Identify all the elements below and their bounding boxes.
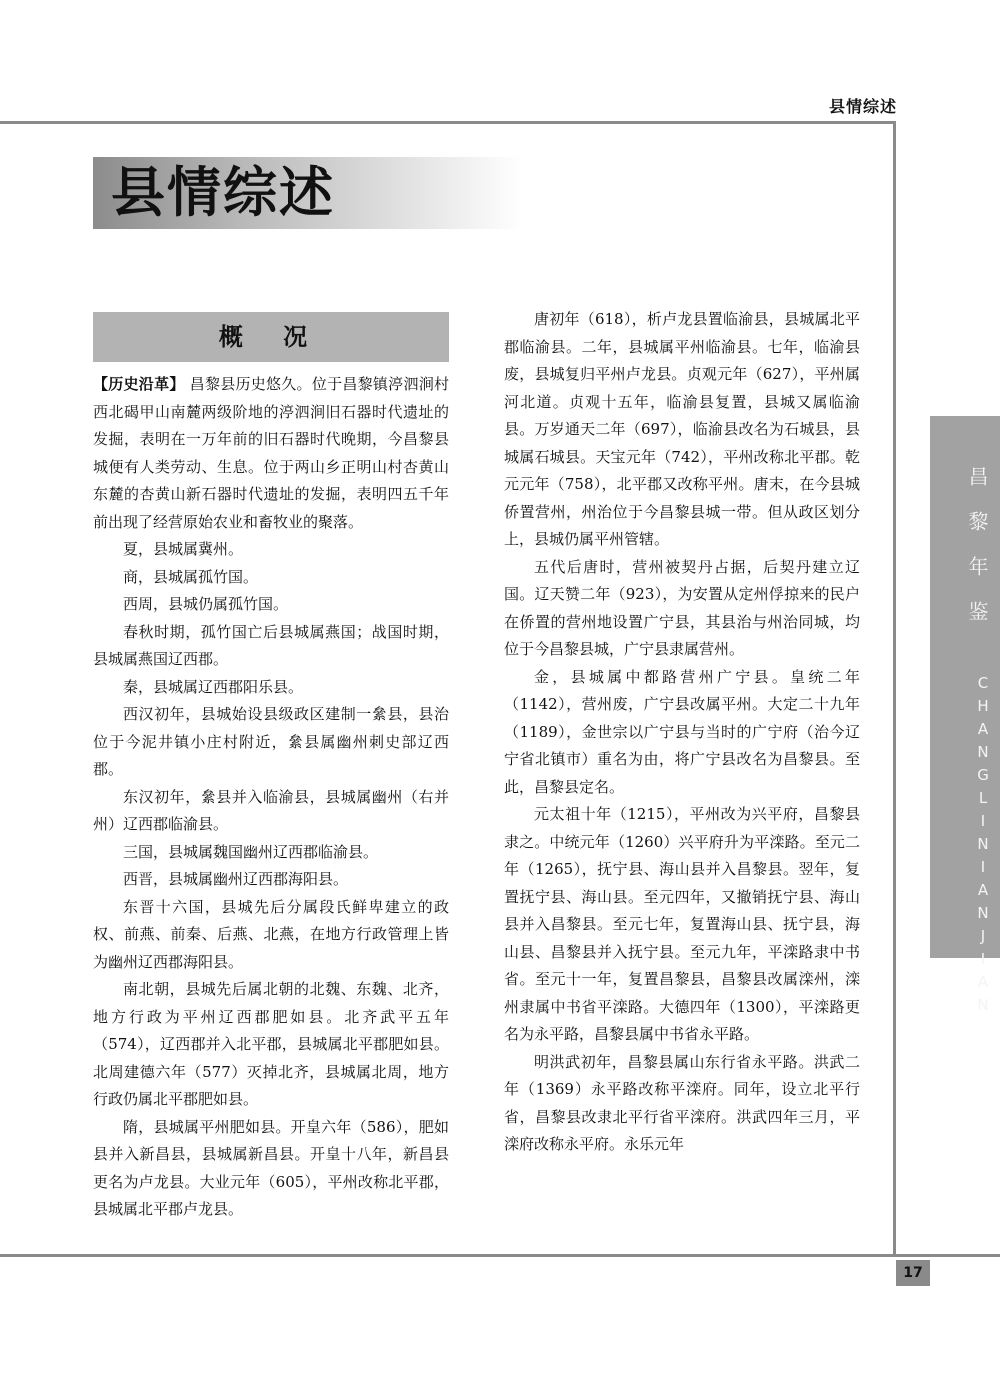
left-column bbox=[93, 371, 449, 1224]
side-tab-en-title: CHANGLINIANJIAN bbox=[974, 674, 992, 1019]
section-title: 概 况 bbox=[93, 312, 449, 362]
page-number: 17 bbox=[896, 1260, 930, 1286]
paragraph: 西汉初年，县城始设县级政区建制一絫县，县治位于今泥井镇小庄村附近，絫县属幽州刺史部辽西郡。 bbox=[93, 705, 449, 778]
section-tag: 【历史沿革】 bbox=[93, 375, 185, 393]
frame-bottom-rule bbox=[0, 1254, 1000, 1257]
paragraph: 春秋时期，孤竹国亡后县城属燕国；战国时期，县城属燕国辽西郡。 bbox=[93, 622, 449, 668]
paragraph: 商，县城属孤竹国。 bbox=[123, 567, 259, 586]
right-column bbox=[504, 306, 860, 1159]
paragraph: 五代后唐时，营州被契丹占据，后契丹建立辽国。辽天赞二年（923），为安置从定州俘掠来的民户在侨置的营州地设置广宁县，其县治与州治同城，均位于今昌黎县城，广宁县隶属营州。 bbox=[504, 557, 860, 658]
paragraph-text: 昌黎县历史悠久。位于昌黎镇渟泗涧村西北碣甲山南麓两级阶地的渟泗涧旧石器时代遗址的发掘，表明在一万年前的旧石器时代晚期，今昌黎县城便有人类劳动、生息。位于两山乡正明山村杏黄山东麓的杏黄山新石器时代遗址的发掘，表明四五千年前出现了经营原始农业和畜牧业的聚落。 bbox=[93, 375, 449, 531]
paragraph: 元太祖十年（1215），平州改为兴平府，昌黎县隶之。中统元年（1260）兴平府升为平滦路。至元二年（1265），抚宁县、海山县并入昌黎县。翌年，复置抚宁县、海山县。至元四年，又撤销抚宁县、海山县并入昌黎县。至元七年，复置海山县、抚宁县，海山县、昌黎县并入抚宁县。至元九年，平滦路隶中书省。至元十一年，复置昌黎县，昌黎县改属滦州，滦州隶属中书省平滦路。大德四年（1300），平滦路更名为永平路，昌黎县属中书省永平路。 bbox=[504, 805, 860, 1043]
paragraph: 秦，县城属辽西郡阳乐县。 bbox=[123, 677, 304, 696]
paragraph: 金，县城属中都路营州广宁县。皇统二年（1142），营州废，广宁县改属平州。大定二十九年（1189），金世宗以广宁县与当时的广宁府（治今辽宁省北镇市）重名为由，将广宁县改名为昌黎县。至此，昌黎县定名。 bbox=[504, 667, 860, 796]
running-head: 县情综述 bbox=[828, 97, 897, 116]
paragraph-history-intro bbox=[93, 371, 449, 536]
paragraph: 东汉初年，絫县并入临渝县，县城属幽州（右并州）辽西郡临渝县。 bbox=[93, 787, 449, 833]
side-tab-cn-title: 昌黎年鉴 bbox=[965, 466, 989, 646]
side-tab bbox=[930, 416, 1000, 1019]
paragraph: 西晋，县城属幽州辽西郡海阳县。 bbox=[123, 870, 349, 888]
paragraph: 东晋十六国，县城先后分属段氏鲜卑建立的政权、前燕、前秦、后燕、北燕，在地方行政管理上皆为幽州辽西郡海阳县。 bbox=[93, 897, 449, 971]
paragraph: 三国，县城属魏国幽州辽西郡临渝县。 bbox=[123, 842, 379, 861]
frame-right-rule bbox=[893, 121, 896, 1257]
frame-top-rule bbox=[0, 121, 896, 124]
paragraph: 唐初年（618），析卢龙县置临渝县，县城属北平郡临渝县。二年，县城属平州临渝县。七年，临渝县废，县城复归平州卢龙县。贞观元年（627），平州属河北道。贞观十五年，临渝县复置，县城又属临渝县。万岁通天二年（697），临渝县改名为石城县，县城属石城县。天宝元年（742），平州改称北平郡。乾元元年（758），北平郡又改称平州。唐末，在今县城侨置营州，州治位于今昌黎县城一带。但从政区划分上，县城仍属平州管辖。 bbox=[504, 310, 860, 548]
chapter-title: 县情综述 bbox=[111, 161, 335, 224]
paragraph: 隋，县城属平州肥如县。开皇六年（586），肥如县并入新昌县，县城属新昌县。开皇十八年，新昌县更名为卢龙县。大业元年（605），平州改称北平郡，县城属北平郡卢龙县。 bbox=[93, 1117, 449, 1218]
paragraph: 夏，县城属冀州。 bbox=[123, 540, 244, 558]
chapter-banner bbox=[93, 157, 523, 229]
paragraph: 南北朝，县城先后属北朝的北魏、东魏、北齐，地方行政为平州辽西郡肥如县。北齐武平五年（574），辽西郡并入北平郡，县城属北平郡肥如县。北周建德六年（577）灭掉北齐，县城属北周，地方行政仍属北平郡肥如县。 bbox=[93, 980, 449, 1108]
paragraph: 西周，县城仍属孤竹国。 bbox=[123, 595, 289, 613]
paragraph: 明洪武初年，昌黎县属山东行省永平路。洪武二年（1369）永平路改称平滦府。同年，设立北平行省，昌黎县改隶北平行省平滦府。洪武四年三月，平滦府改称永平府。永乐元年 bbox=[504, 1052, 860, 1153]
